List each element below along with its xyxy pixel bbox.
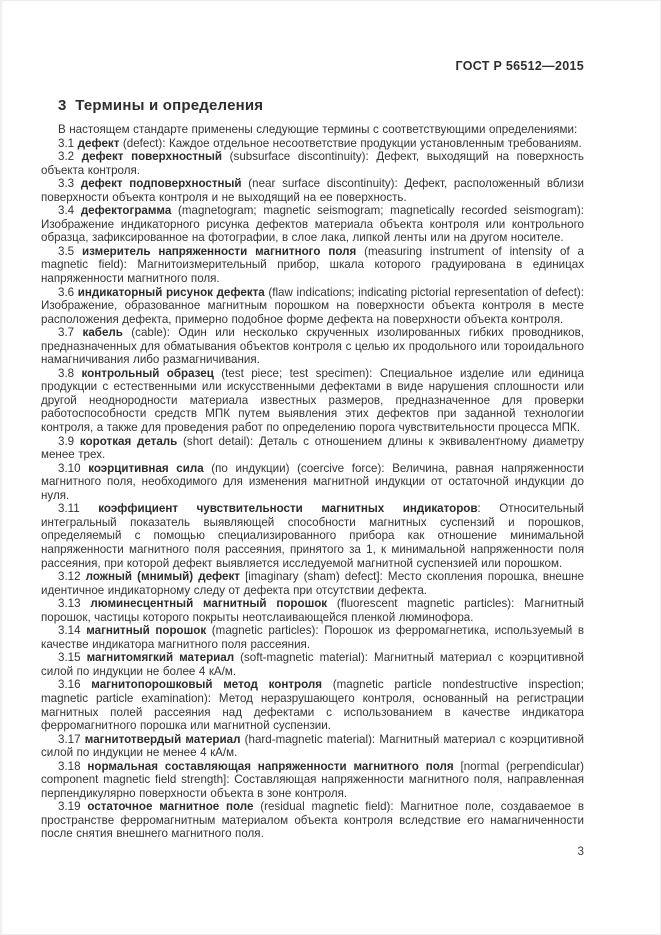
term-definition [41,760,584,801]
term-name: дефектограмма [80,204,172,218]
term-text: Деталь с отношением длины к эквивалентному диаметру менее трех. [41,434,585,462]
term-translation: [normal (perpendicular) component magnetic field strength]: [41,759,584,787]
term-name: индикаторный рисунок дефекта [77,285,265,299]
term-name: магнитопорошковый метод контроля [91,678,323,692]
term-name: коэффициент чувствительности магнитных индикаторов [98,502,478,516]
term-name: кабель [82,326,123,340]
term-text: Метод неразрушающего контроля, основанный на регистрации магнитных полей рассеяния над дефектами с использованием в качестве индикатора ферромагнитного порошка или магнитной суспензии. [41,691,585,733]
term-number: 3.3 [58,177,81,191]
term-translation: (по индукции) (coercive force): [203,461,393,475]
term-text: Дефект, расположенный вблизи поверхности объекта контроля и не выходящий на ее поверхность. [41,177,584,204]
term-definition [41,326,584,367]
term-name: остаточное магнитное поле [87,800,254,814]
term-definition [41,367,584,435]
term-text: Изображение индикаторного рисунка дефектов материала объекта контроля или контрольного образца, зафиксированное на фотографии, в слое лака, липкой ленты или на другом носителе. [41,217,584,245]
term-name: дефект [77,136,120,150]
term-number: 3.19 [58,800,88,814]
term-text: Место скопления порошка, внешне идентичное индикаторному следу от дефекта при отсутствии дефекта. [41,570,584,597]
term-definition [41,624,584,651]
term-name: дефект подповерхностный [80,177,242,191]
term-definition [41,597,584,624]
term-number: 3.14 [58,624,87,638]
term-definition [41,678,584,732]
term-translation: (test piece; test specimen): [213,366,380,380]
term-text: Магнитный материал с коэрцитивной силой по индукции не менее 4 кА/м. [41,732,584,760]
term-text: Каждое отдельное несоответствие продукции установленным требованиям. [168,136,582,150]
term-name: дефект поверхностный [81,150,223,164]
term-text: Величина, равная напряженности магнитного поля, необходимого для изменения магнитной индукции от остаточной индукции до нуля. [41,461,585,502]
term-translation: (fluorescent magnetic particles): [327,597,525,611]
term-definition [41,502,584,570]
term-translation: (measuring instrument of intensity of a magnetic field): [41,244,584,272]
term-definition [41,651,584,678]
term-translation: (hard-magnetic material): [240,732,380,746]
term-number: 3.16 [58,678,92,692]
term-name: ложный (мнимый) дефект [85,570,240,584]
term-definition [41,177,584,204]
term-text: Изображение, образованное магнитным порошком на поверхности объекта контроля в месте расположения дефекта, примерно подобное форме дефекта на поверхности объекта контроля. [41,299,584,326]
section-heading: 3 Термины и определения [58,97,264,114]
term-number: 3.13 [58,597,91,611]
term-number: 3.8 [58,366,82,380]
term-definition [41,462,584,503]
term-number: 3.9 [58,434,80,448]
term-translation: (flaw indications; indicating pictorial representation of defect): [264,285,585,299]
terms-section [41,123,584,841]
term-translation: (near surface discontinuity): [241,177,405,191]
term-translation: (cable): [122,326,179,340]
term-number: 3.7 [58,326,83,340]
term-text: Магнитоизмерительный прибор, шкала которого градуирована в единицах напряженности магнитного поля. [41,258,584,286]
term-text: Относительный интегральный показатель выявляющей способности магнитных суспензий и порошков, определяемый с помощью специализированного прибора как отношение минимальной напряженности магнитного поля рассеяния, принятого за 1, к минимальной напряженности поля рассеяния, при которой дефект выявляется исследуемой магнитной суспензией или порошком. [41,502,584,570]
standard-code-header: ГОСТ Р 56512—2015 [455,59,584,73]
term-number: 3.11 [58,502,99,516]
term-name: измеритель напряженности магнитного поля [82,244,357,258]
term-text: Составляющая напряженности магнитного поля, направленная перпендикулярно поверхности объекта в зоне контроля. [41,773,584,800]
term-name: магнитомягкий материал [86,651,235,665]
term-translation: (magnetogram; magnetic seismogram; magnetically recorded seismogram): [171,204,584,218]
term-name: магнитный порошок [86,624,207,638]
term-text: Магнитное поле, создаваемое в пространстве ферромагнитным материалом объекта контроля вследствие его намагниченности после снятия внешнего магнитного поля. [41,800,585,841]
term-name: нормальная составляющая напряженности магнитного поля [87,759,454,773]
term-number: 3.1 [58,136,78,150]
term-definition [41,733,584,760]
term-translation: [imaginary (sham) defect]: [239,570,388,584]
intro-paragraph: В настоящем стандарте применены следующие термины с соответствующими определениями: [58,123,578,136]
term-number: 3.4 [58,204,81,218]
term-text: Один или несколько скрученных изолированных гибких проводников, предназначенных для обматывания объектов контроля с целью их продольного или тороидального намагничивания либо размагничивания. [41,326,585,367]
term-text: Магнитный порошок, частицы которого покрыты неотслаивающейся пленкой люминофора. [41,597,585,624]
term-translation: (magnetic particle nondestructive inspection; magnetic particle examination): [41,678,584,705]
term-translation: (defect): [119,136,169,150]
term-name: короткая деталь [79,434,178,448]
term-text: Порошок из ферромагнетика, используемый в качестве индикатора магнитного поля рассеяния. [41,624,585,651]
term-definition [41,150,584,177]
term-text: Специальное изделие или единица продукции с естественными или искусственными дефектами в виде нарушения сплошности или другой неоднородности материала известных размеров, предназначенное для проверки работоспособности средств МПК путем выявления этих дефектов при заданной технологии контроля, а также для проведения работ по определению порога чувствительности процесса МПК. [41,366,584,435]
term-name: люминесцентный магнитный порошок [90,597,328,611]
term-translation: (short detail): [177,434,260,448]
term-definition [41,570,584,597]
term-number: 3.17 [58,732,85,746]
term-number: 3.5 [58,244,83,258]
term-number: 3.18 [58,759,88,773]
term-name: магнитотвердый материал [84,732,241,746]
term-translation: (soft-magnetic material): [234,651,374,665]
term-number: 3.15 [58,651,87,665]
term-definition [41,204,584,245]
term-translation: (magnetic particles): [206,624,325,638]
term-definition [41,286,584,327]
term-number: 3.2 [58,150,82,164]
term-definition [41,245,584,286]
term-translation: (residual magnetic field): [253,800,401,814]
page-content [41,0,584,841]
term-text: Дефект, выходящий на поверхность объекта контроля. [41,150,584,177]
term-name: коэрцитивная сила [88,461,204,475]
term-definition [41,137,584,151]
term-definition [41,435,584,462]
term-definition [41,800,584,841]
term-number: 3.10 [58,461,89,475]
term-text: Магнитный материал с коэрцитивной силой по индукции не более 4 кА/м. [41,651,584,678]
term-name: контрольный образец [81,366,214,380]
term-number: 3.6 [58,285,78,299]
term-translation: : [477,502,500,516]
page-number: 3 [577,845,584,858]
terms-list [41,137,584,841]
term-number: 3.12 [58,570,86,584]
term-translation: (subsurface discontinuity): [222,150,377,164]
